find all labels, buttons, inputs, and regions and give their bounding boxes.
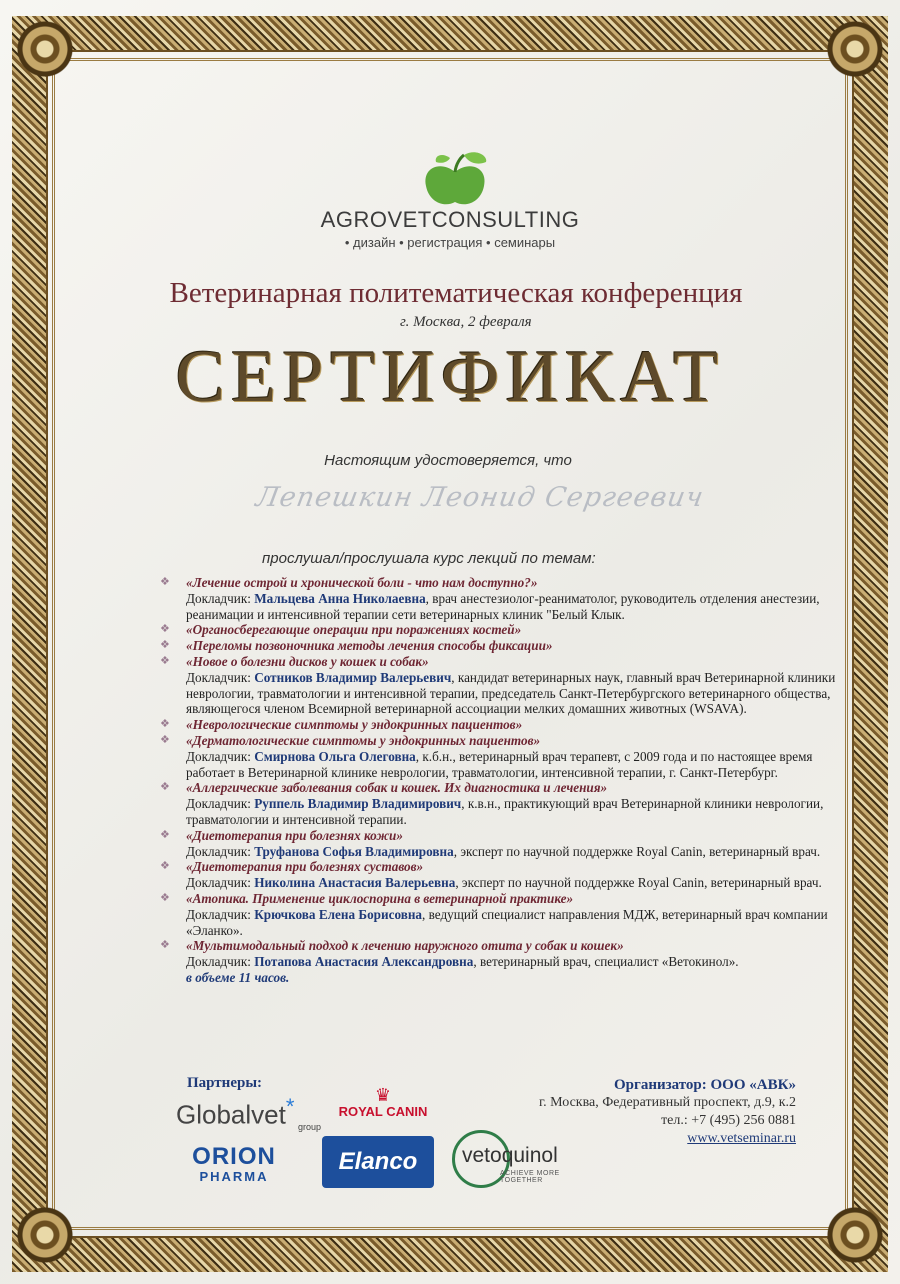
elanco-logo: Elanco <box>322 1136 434 1188</box>
certify-text: Настоящим удостоверяется, что <box>324 452 572 469</box>
diamond-bullet-icon: ❖ <box>160 781 170 794</box>
topic-item <box>160 717 836 733</box>
organizer-phone: тел.: +7 (495) 256 0881 <box>661 1113 796 1128</box>
brand-tagline: • дизайн • регистрация • семинары <box>344 235 556 250</box>
corner-ornament <box>16 20 74 78</box>
diamond-bullet-icon: ❖ <box>160 860 170 873</box>
royal-canin-logo <box>335 1086 431 1119</box>
speaker-details: , эксперт по научной поддержке Royal Canin, ветеринарный врач. <box>455 875 822 891</box>
topic-title: «Диетотерапия при болезнях кожи» <box>186 827 403 843</box>
topic-item <box>160 654 836 670</box>
diamond-bullet-icon: ❖ <box>160 939 170 952</box>
speaker-line <box>160 796 836 828</box>
speaker-label: Докладчик: <box>186 843 251 859</box>
topic-item <box>160 938 836 954</box>
topic-title: «Атопика. Применение циклоспорина в ветеринарной практике» <box>186 890 574 906</box>
topic-item <box>160 733 836 749</box>
speaker-line <box>160 749 836 781</box>
globalvet-group-text: group <box>298 1122 322 1132</box>
speaker-label: Докладчик: <box>186 954 251 970</box>
crown-icon: ♛ <box>374 1085 392 1105</box>
organizer-website-link[interactable]: www.vetseminar.ru <box>687 1131 796 1146</box>
certificate-heading: СЕРТИФИКАТ <box>175 336 725 418</box>
speaker-label: Докладчик: <box>186 748 251 764</box>
diamond-bullet-icon: ❖ <box>160 828 170 841</box>
topic-item <box>160 780 836 796</box>
diamond-bullet-icon: ❖ <box>160 576 170 588</box>
speaker-label: Докладчик: <box>186 875 251 891</box>
vetoquinol-slogan: ACHIEVE MORE TOGETHER <box>500 1170 560 1184</box>
topic-item <box>160 891 836 907</box>
topic-title: «Лечение острой и хронической боли - что нам доступно?» <box>186 575 538 590</box>
topic-item <box>160 859 836 875</box>
speaker-line <box>160 591 836 623</box>
speaker-line <box>160 907 836 939</box>
diamond-bullet-icon: ❖ <box>160 891 170 904</box>
speaker-details: , кандидат ветеринарных наук, главный врач Ветеринарной клиники неврологии, травматологии и интенсивной терапии, председатель Санкт-Петербургского ветеринарного общества, являющегося членом Всемирной ветеринарной ассоциации мелких домашних животных (WSAVA). <box>186 669 836 717</box>
corner-ornament <box>826 20 884 78</box>
speaker-label: Докладчик: <box>186 590 251 606</box>
corner-ornament <box>16 1206 74 1264</box>
topic-title: «Новое о болезни дисков у кошек и собак» <box>186 653 429 669</box>
pharma-text: PHARMA <box>199 1169 269 1184</box>
royal-canin-text: ROYAL CANIN <box>338 1104 428 1119</box>
conference-title: Ветеринарная политематическая конференция <box>169 277 743 309</box>
vetoquinol-logo <box>452 1130 582 1186</box>
topic-item <box>160 828 836 844</box>
green-apple-icon <box>420 150 490 210</box>
speaker-name: Крючкова Елена Борисовна <box>254 906 423 922</box>
speaker-label: Докладчик: <box>186 669 251 685</box>
orion-pharma-logo <box>183 1145 285 1184</box>
topic-title: «Диетотерапия при болезнях суставов» <box>186 859 424 875</box>
speaker-label: Докладчик: <box>186 796 251 812</box>
speaker-label: Докладчик: <box>186 906 251 922</box>
topic-item <box>160 622 836 638</box>
recipient-signature: Лепешкин Леонид Сергеевич <box>253 482 707 513</box>
speaker-name: Мальцева Анна Николаевна <box>254 590 426 606</box>
topic-title: «Неврологические симптомы у эндокринных пациентов» <box>186 717 523 733</box>
speaker-line <box>160 670 836 717</box>
organizer-address: г. Москва, Федеративный проспект, д.9, к.2 <box>538 1095 796 1110</box>
partners-label: Партнеры: <box>187 1075 263 1091</box>
topic-title: «Дерматологические симптомы у эндокринных пациентов» <box>186 732 541 748</box>
speaker-name: Труфанова Софья Владимировна <box>254 843 454 859</box>
globalvet-star: * <box>285 1094 295 1119</box>
speaker-details: , к.в.н., практикующий врач Ветеринарной клиники неврологии, травматологии и интенсивной терапии. <box>186 796 824 827</box>
orion-text: ORION <box>192 1143 276 1170</box>
corner-ornament <box>826 1206 884 1264</box>
speaker-name: Николина Анастасия Валерьевна <box>254 875 456 891</box>
speaker-name: Потапова Анастасия Александровна <box>254 954 474 970</box>
speaker-line <box>160 954 836 970</box>
topic-item <box>160 638 836 654</box>
organizer-name: Организатор: ООО «АВК» <box>614 1077 796 1093</box>
diamond-bullet-icon: ❖ <box>160 733 170 746</box>
topic-title: «Органосберегающие операции при поражениях костей» <box>186 622 522 638</box>
speaker-name: Руппель Владимир Владимирович <box>254 796 462 812</box>
topic-item <box>160 575 836 591</box>
speaker-name: Сотников Владимир Валерьевич <box>254 669 452 685</box>
topics-list <box>160 575 836 986</box>
diamond-bullet-icon: ❖ <box>160 623 170 636</box>
speaker-details: , ветеринарный врач, специалист «Ветокинол». <box>473 954 739 970</box>
globalvet-logo <box>176 1094 294 1131</box>
speaker-details: , врач анестезиолог-реаниматолог, руководитель отделения анестезии, реанимации и интенсивной терапии сети ветеринарных клиник "Белый Клык. <box>186 590 820 622</box>
topic-title: «Переломы позвоночника методы лечения способы фиксации» <box>186 638 553 654</box>
brand-name: AGROVETCONSULTING <box>320 207 580 232</box>
speaker-name: Смирнова Ольга Олеговна <box>254 748 416 764</box>
speaker-details: , эксперт по научной поддержке Royal Canin, ветеринарный врач. <box>453 843 821 859</box>
speaker-details: , к.б.н., ветеринарный врач терапевт, с 2009 года и по настоящее время работает в Ветеринарной клинике неврологии, травматологии, интенсивной терапии, г. Санкт-Петербург. <box>186 748 813 780</box>
conference-place-date: г. Москва, 2 февраля <box>400 314 532 330</box>
speaker-line <box>160 875 836 891</box>
diamond-bullet-icon: ❖ <box>160 654 170 667</box>
topic-title: «Мультимодальный подход к лечению наружного отита у собак и кошек» <box>186 938 624 954</box>
globalvet-text: Globalvet <box>176 1099 286 1130</box>
speaker-line <box>160 844 836 860</box>
speaker-details: , ведущий специалист направления МДЖ, ветеринарный врач компании «Эланко». <box>186 906 828 938</box>
diamond-bullet-icon: ❖ <box>160 718 170 731</box>
vetoquinol-text: vetoquinol <box>462 1144 558 1167</box>
diamond-bullet-icon: ❖ <box>160 639 170 652</box>
topic-title: «Аллергические заболевания собак и кошек. Их диагностика и лечения» <box>186 780 608 796</box>
listened-text: прослушал/прослушала курс лекций по темам: <box>262 550 596 567</box>
course-volume: в объеме 11 часов. <box>186 969 290 985</box>
